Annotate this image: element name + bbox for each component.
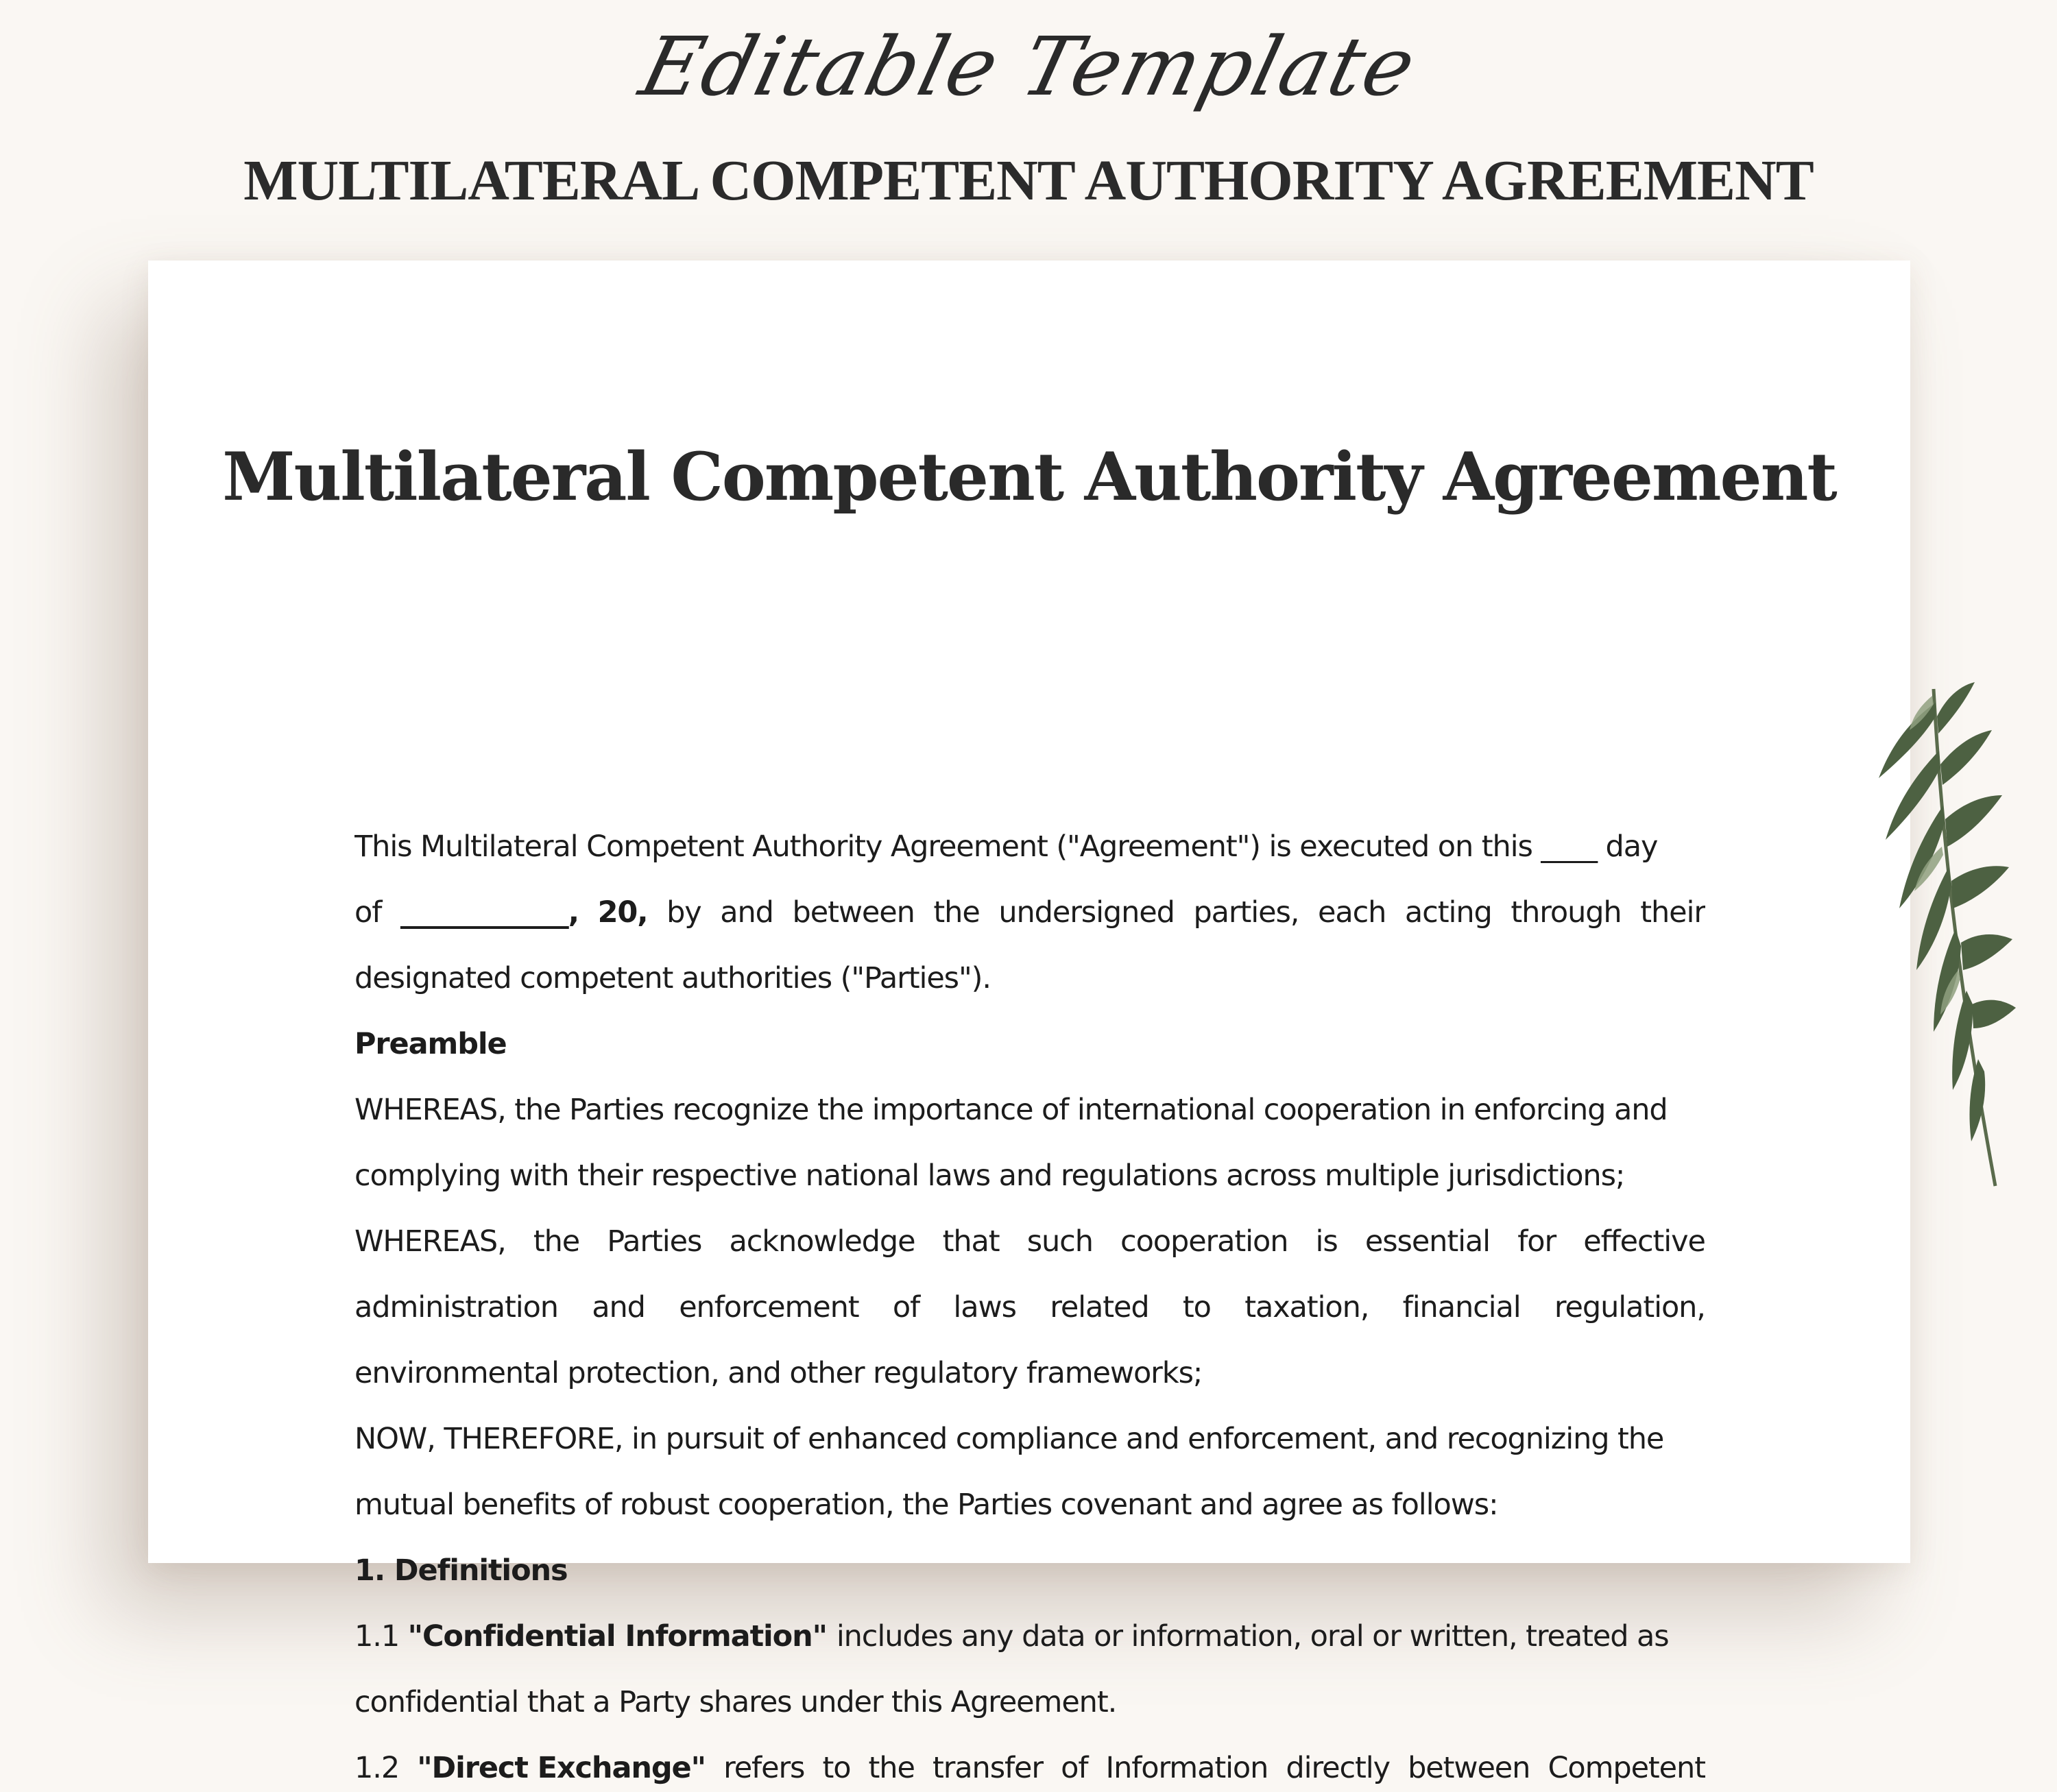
word: taxation, <box>1244 1290 1369 1324</box>
now-therefore-line-1: NOW, THEREFORE, in pursuit of enhanced compliance and enforcement, and recognizing the <box>354 1422 1664 1456</box>
word: the <box>868 1751 915 1785</box>
word: and <box>592 1290 645 1324</box>
word: of <box>354 895 382 930</box>
word: Parties <box>607 1224 702 1259</box>
def2-line-1 <box>354 1751 1705 1792</box>
rosemary-sprig-decoration <box>1865 675 2023 1196</box>
word: and <box>720 895 773 930</box>
def1-number: 1.1 <box>354 1619 408 1654</box>
script-title <box>0 12 2057 129</box>
def1-line-2: confidential that a Party shares under this Agreement. <box>354 1685 1117 1719</box>
word: transfer <box>932 1751 1043 1785</box>
now-therefore-line-2: mutual benefits of robust cooperation, the Parties covenant and agree as follows: <box>354 1488 1498 1522</box>
intro-line-2 <box>354 895 1705 936</box>
word: essential <box>1364 1224 1491 1259</box>
word: to <box>822 1751 851 1785</box>
word: for <box>1517 1224 1556 1259</box>
word: financial <box>1402 1290 1521 1324</box>
word: the <box>533 1224 580 1259</box>
word: by <box>666 895 701 930</box>
word: effective <box>1583 1224 1705 1259</box>
whereas1-line-2: complying with their respective national laws and regulations across multiple jurisdictions; <box>354 1159 1625 1193</box>
intro-line-3: designated competent authorities ("Parties"). <box>354 961 991 995</box>
intro-line-1: This Multilateral Competent Authority Agreement ("Agreement") is executed on this ____ day <box>354 830 1658 864</box>
date-year: 20, <box>597 895 648 930</box>
whereas2-line-1 <box>354 1224 1705 1266</box>
word: refers <box>723 1751 805 1785</box>
section1-heading: 1. Definitions <box>354 1553 568 1588</box>
preamble-heading: Preamble <box>354 1027 507 1061</box>
word: of <box>892 1290 920 1324</box>
word: undersigned <box>998 895 1175 930</box>
word: the <box>933 895 980 930</box>
def1-term: "Confidential Information" <box>407 1619 837 1654</box>
script-title-text: Editable Template <box>631 20 1426 114</box>
whereas1-line-1: WHEREAS, the Parties recognize the importance of international cooperation in enforcing and <box>354 1093 1668 1127</box>
word: Information <box>1105 1751 1268 1785</box>
word: cooperation <box>1120 1224 1288 1259</box>
word: between <box>1408 1751 1530 1785</box>
def1-text: includes any data or information, oral or written, treated as <box>836 1619 1669 1654</box>
word: to <box>1182 1290 1211 1324</box>
word: that <box>942 1224 1000 1259</box>
whereas2-line-3: environmental protection, and other regulatory frameworks; <box>354 1356 1203 1390</box>
def2-number: 1.2 <box>354 1751 400 1785</box>
word: each <box>1317 895 1386 930</box>
word: WHEREAS, <box>354 1224 506 1259</box>
word: laws <box>953 1290 1016 1324</box>
def1-line-1 <box>354 1619 1705 1660</box>
def2-term: "Direct Exchange" <box>417 1751 706 1785</box>
word: through <box>1511 895 1622 930</box>
date-month-blank: ____________, <box>400 895 579 930</box>
word: is <box>1315 1224 1338 1259</box>
whereas2-line-2 <box>354 1290 1705 1331</box>
document-page <box>148 261 1910 1785</box>
word: of <box>1061 1751 1088 1785</box>
word: their <box>1640 895 1705 930</box>
word: between <box>792 895 915 930</box>
word: related <box>1050 1290 1149 1324</box>
word: such <box>1026 1224 1093 1259</box>
word: administration <box>354 1290 558 1324</box>
word: regulation, <box>1554 1290 1705 1324</box>
word: parties, <box>1193 895 1299 930</box>
banner-title: MULTILATERAL COMPETENT AUTHORITY AGREEMENT <box>243 149 1814 213</box>
word: acting <box>1404 895 1492 930</box>
word: directly <box>1286 1751 1390 1785</box>
word: Competent <box>1548 1751 1705 1785</box>
word: enforcement <box>679 1290 859 1324</box>
word: acknowledge <box>729 1224 915 1259</box>
document-title: Multilateral Competent Authority Agreement <box>222 438 1836 516</box>
